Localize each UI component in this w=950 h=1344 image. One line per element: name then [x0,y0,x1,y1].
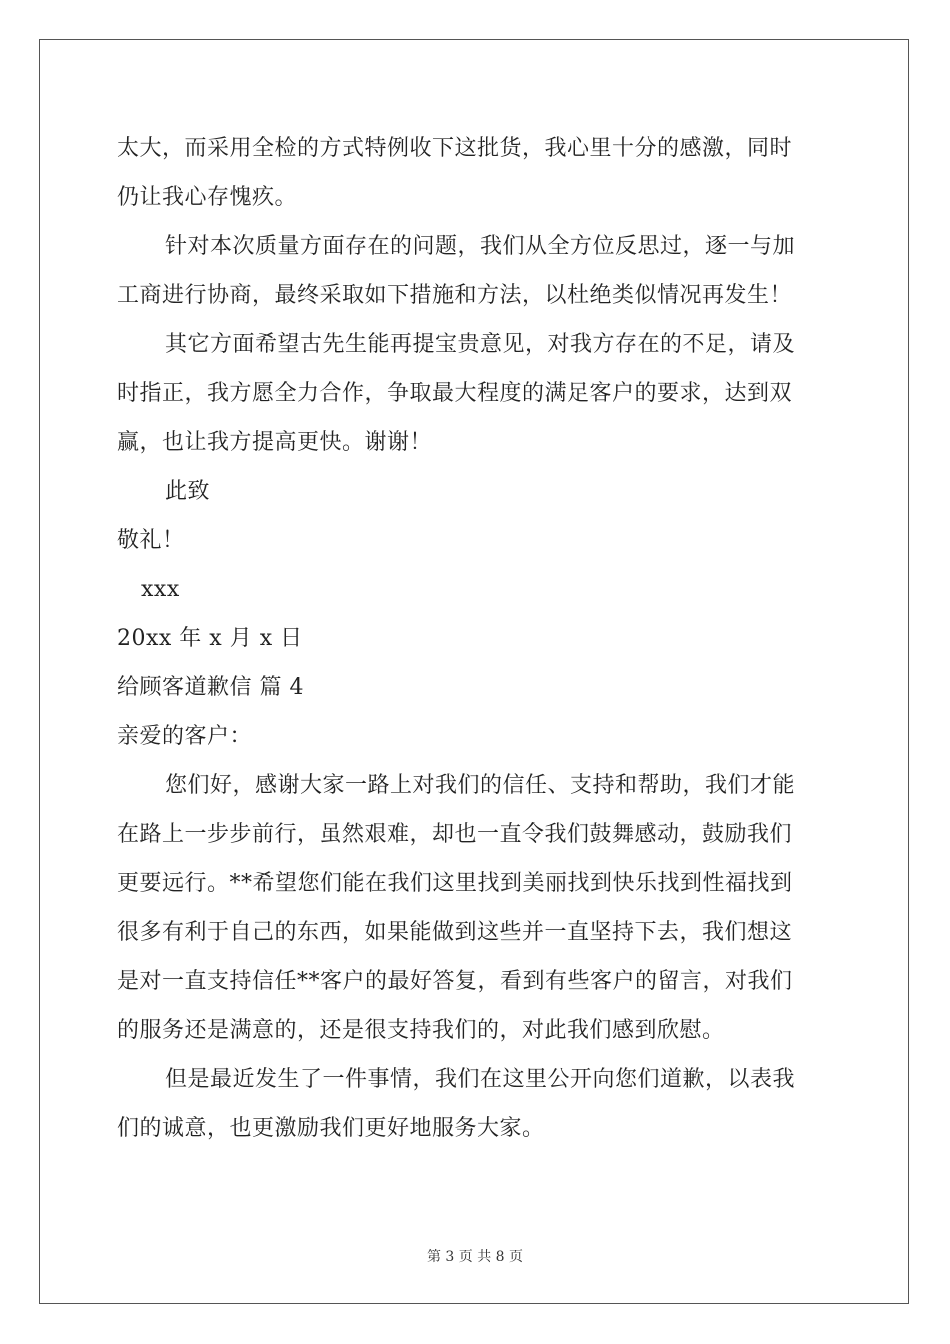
text-line: 工商进行协商，最终采取如下措施和方法，以杜绝类似情况再发生！ [117,283,793,308]
date-line: 20xx 年 x 月 x 日 [117,626,303,651]
signature: xxx [141,577,180,602]
text-line: 们的诚意，也更激励我们更好地服务大家。 [117,1116,545,1141]
document-body [117,124,835,1153]
text-line: 其它方面希望古先生能再提宝贵意见，对我方存在的不足，请及 [165,332,796,357]
closing-salutation: 此致 [165,479,211,504]
text-line: 更要远行。**希望您们能在我们这里找到美丽找到快乐找到性福找到 [117,871,793,896]
text-line: 但是最近发生了一件事情，我们在这里公开向您们道歉，以表我 [165,1067,796,1092]
text-line: 很多有利于自己的东西，如果能做到这些并一直坚持下去，我们想这 [117,920,793,945]
page-number: 第 3 页 共 8 页 [426,1249,524,1265]
text-line: 时指正，我方愿全力合作，争取最大程度的满足客户的要求，达到双 [117,381,793,406]
closing-regards: 敬礼！ [117,528,185,553]
text-line: 针对本次质量方面存在的问题，我们从全方位反思过，逐一与加 [165,234,796,259]
text-line: 仍让我心存愧疚。 [117,185,298,210]
text-line: 您们好，感谢大家一路上对我们的信任、支持和帮助，我们才能 [165,773,796,798]
text-line: 在路上一步步前行，虽然艰难，却也一直令我们鼓舞感动，鼓励我们 [117,822,793,847]
text-line: 的服务还是满意的，还是很支持我们的，对此我们感到欣慰。 [117,1018,725,1043]
greeting: 亲爱的客户： [117,724,253,749]
text-line: 太大，而采用全检的方式特例收下这批货，我心里十分的感激，同时 [117,136,793,161]
text-line: 赢，也让我方提高更快。谢谢！ [117,430,433,455]
text-line: 是对一直支持信任**客户的最好答复，看到有些客户的留言，对我们 [117,969,793,994]
section-title: 给顾客道歉信 篇 4 [117,675,304,700]
